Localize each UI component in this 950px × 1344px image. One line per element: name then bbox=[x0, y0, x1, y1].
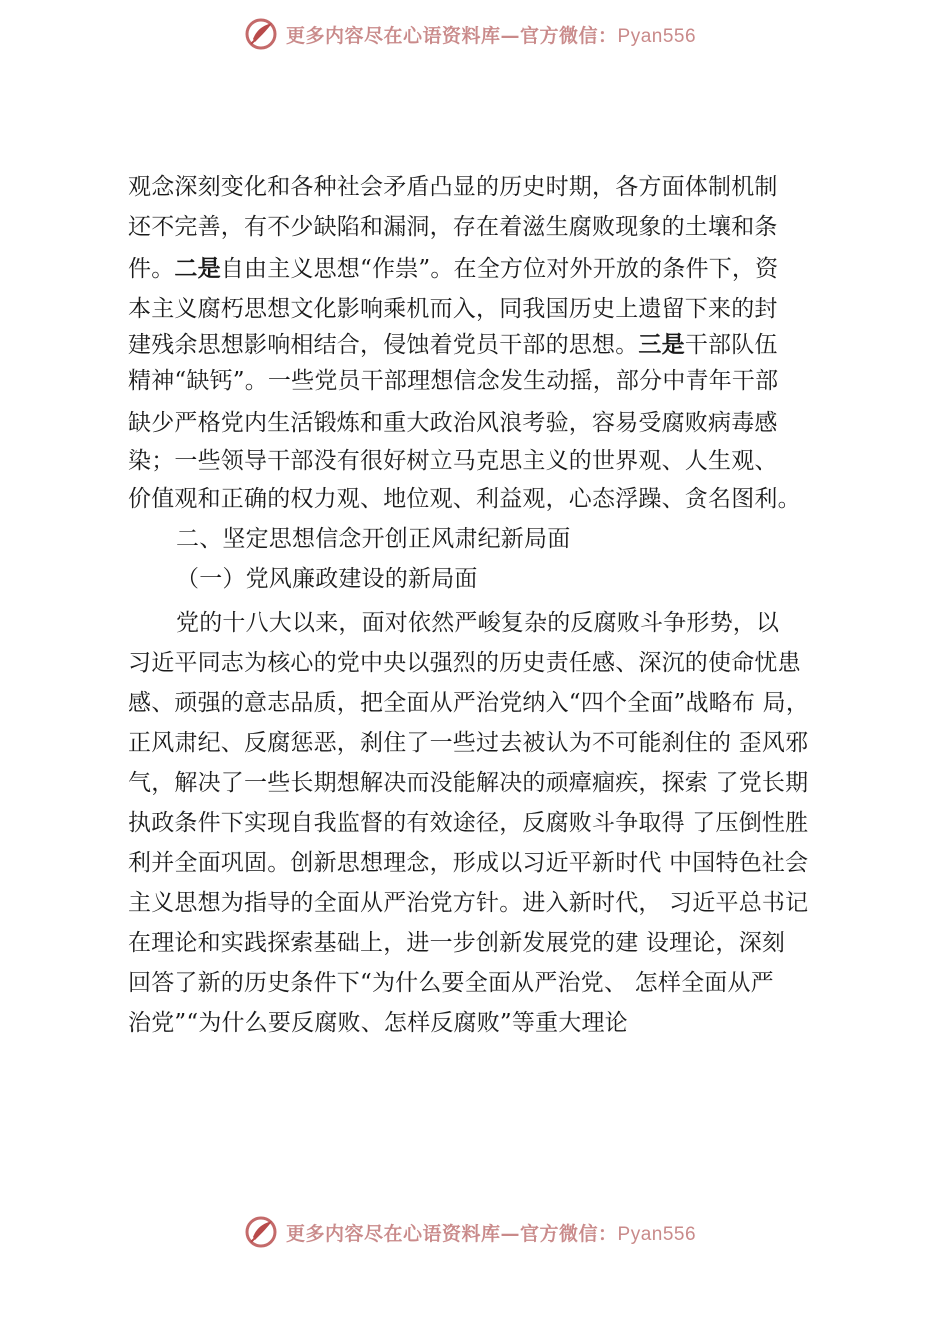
brush-logo-icon bbox=[244, 1215, 278, 1249]
text-line bbox=[128, 686, 809, 720]
banner-text: 更多内容尽在心语资料库—官方微信：Pyan556 bbox=[286, 1222, 697, 1245]
text-segment: 缺少严格党内生活锻炼和重大政治风浪考验，容易受腐败病毒感 bbox=[128, 410, 778, 436]
text-line bbox=[128, 846, 808, 880]
text-segment: 干部队伍 bbox=[684, 332, 778, 358]
text-line bbox=[128, 806, 808, 840]
text-segment: 治党”“为什么要反腐败、怎样反腐败”等重大理论 bbox=[128, 1010, 628, 1036]
text-line bbox=[128, 292, 778, 326]
bold-text: 二是 bbox=[174, 256, 221, 282]
text-segment: 自由主义思想“作祟”。在全方位对外开放的条件下，资 bbox=[220, 256, 779, 282]
text-segment: 习近平同志为核心的党中央以强烈的历史责任感、深沉的使命忧患 bbox=[128, 650, 801, 676]
text-line bbox=[128, 252, 778, 286]
header-banner bbox=[244, 14, 764, 54]
text-segment: 正风肃纪、反腐惩恶，刹住了一些过去被认为不可能刹住的 歪风邪 bbox=[128, 730, 809, 756]
text-segment: 二、坚定思想信念开创正风肃纪新局面 bbox=[176, 526, 571, 552]
banner-text: 更多内容尽在心语资料库—官方微信：Pyan556 bbox=[286, 24, 697, 47]
text-line bbox=[128, 726, 808, 760]
text-segment: 精神“缺钙”。一些党员干部理想信念发生动摇，部分中青年干部 bbox=[128, 368, 779, 394]
text-segment: 党的十八大以来，面对依然严峻复杂的反腐败斗争形势，以 bbox=[176, 610, 780, 636]
text-line bbox=[128, 646, 801, 680]
text-segment: 利并全面巩固。创新思想理念，形成以习近平新时代 中国特色社会 bbox=[128, 850, 809, 876]
text-line bbox=[128, 328, 778, 362]
subsection-heading bbox=[176, 562, 478, 596]
brush-logo-icon bbox=[244, 17, 278, 51]
text-line bbox=[128, 170, 778, 204]
text-line bbox=[128, 364, 778, 398]
text-line bbox=[128, 406, 778, 440]
text-line bbox=[128, 482, 801, 516]
text-segment: 建残余思想影响相结合，侵蚀着党员干部的思想。 bbox=[128, 332, 639, 358]
wechat-id: Pyan556 bbox=[617, 1223, 697, 1245]
wechat-id: Pyan556 bbox=[617, 25, 697, 47]
text-segment: 回答了新的历史条件下“为什么要全面从严治党、 怎样全面从严 bbox=[128, 970, 774, 996]
text-line bbox=[128, 886, 808, 920]
text-segment: 价值观和正确的权力观、地位观、利益观，心态浮躁、贪名图利。 bbox=[128, 486, 801, 512]
text-line bbox=[128, 926, 785, 960]
bold-text: 三是 bbox=[638, 332, 685, 358]
text-segment: 染；一些领导干部没有很好树立马克思主义的世界观、人生观、 bbox=[128, 448, 778, 474]
footer-banner bbox=[244, 1212, 764, 1252]
text-segment: 在理论和实践探索基础上，进一步创新发展党的建 设理论，深刻 bbox=[128, 930, 786, 956]
text-line bbox=[128, 766, 808, 800]
text-segment: 执政条件下实现自我监督的有效途径，反腐败斗争取得 了压倒性胜 bbox=[128, 810, 809, 836]
text-line bbox=[128, 966, 774, 1000]
text-segment: 本主义腐朽思想文化影响乘机而入，同我国历史上遗留下来的封 bbox=[128, 296, 778, 322]
text-line bbox=[128, 210, 778, 244]
text-segment: （一）党风廉政建设的新局面 bbox=[176, 566, 478, 592]
section-heading bbox=[176, 522, 570, 556]
text-line bbox=[176, 606, 779, 640]
text-segment: 气，解决了一些长期想解决而没能解决的顽瘴痼疾，探索 了党长期 bbox=[128, 770, 809, 796]
text-segment: 观念深刻变化和各种社会矛盾凸显的历史时期，各方面体制机制 bbox=[128, 174, 778, 200]
text-line bbox=[128, 1006, 628, 1040]
text-line bbox=[128, 444, 778, 478]
text-segment: 主义思想为指导的全面从严治党方针。进入新时代， 习近平总书记 bbox=[128, 890, 809, 916]
text-segment: 感、顽强的意志品质，把全面从严治党纳入“四个全面”战略布 局， bbox=[128, 690, 810, 716]
text-segment: 还不完善，有不少缺陷和漏洞，存在着滋生腐败现象的土壤和条 bbox=[128, 214, 778, 240]
text-segment: 件。 bbox=[128, 256, 175, 282]
